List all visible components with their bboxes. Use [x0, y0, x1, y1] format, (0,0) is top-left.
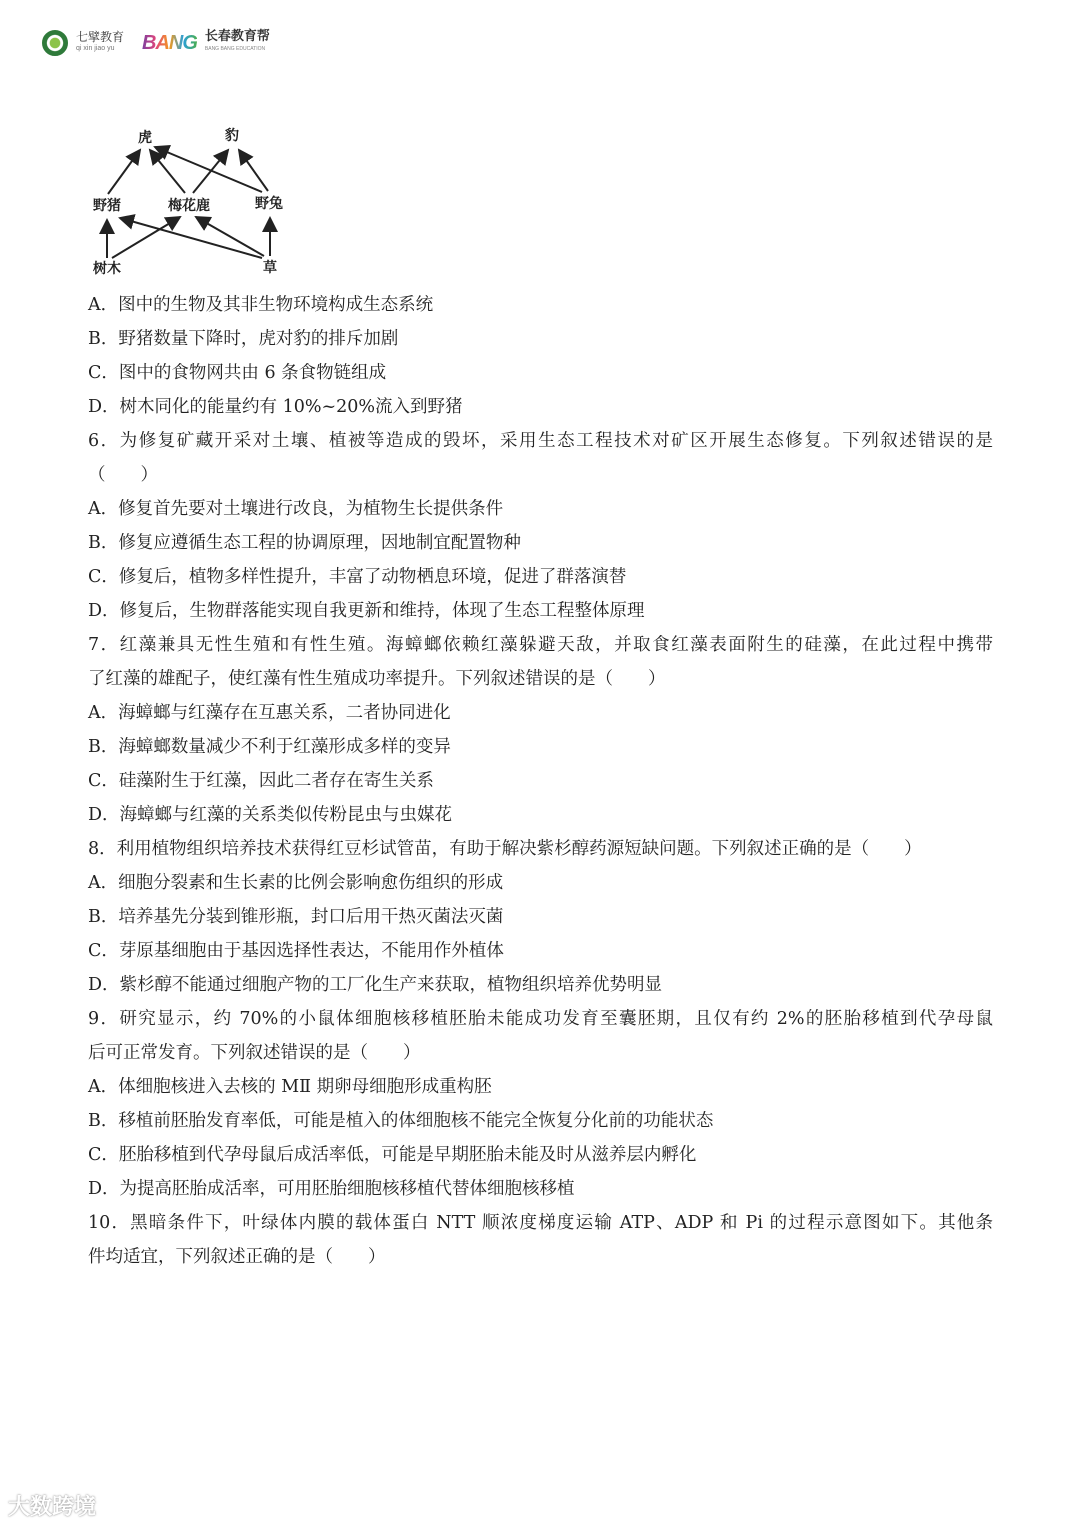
text-line: D．修复后，生物群落能实现自我更新和维持，体现了生态工程整体原理 [88, 601, 645, 621]
logo2-text: 长春教育帮 [204, 29, 270, 44]
node-grass: 草 [263, 260, 277, 276]
question-text [88, 288, 993, 1274]
text-line: D．为提高胚胎成活率，可用胚胎细胞核移植代替体细胞核移植 [88, 1179, 575, 1199]
text-line: （ ） [88, 465, 158, 485]
bang-logo-text [205, 30, 270, 56]
text-line: B．修复应遵循生态工程的协调原理，因地制宜配置物种 [88, 533, 521, 553]
text-line: D．海蟑螂与红藻的关系类似传粉昆虫与虫媒花 [88, 805, 453, 825]
text-line: C．修复后，植物多样性提升，丰富了动物栖息环境，促进了群落演替 [88, 567, 627, 587]
arrow-tree-deer [112, 217, 180, 258]
node-tiger: 虎 [138, 130, 152, 146]
text-line: 6．为修复矿藏开采对土壤、植被等造成的毁坏，采用生态工程技术对矿区开展生态修复。下列叙述错误的是 [88, 431, 993, 451]
node-hare: 野兔 [255, 196, 283, 212]
header-logos [42, 30, 270, 56]
text-line: 了红藻的雄配子，使红藻有性生殖成功率提升。下列叙述错误的是（ ） [88, 669, 666, 689]
qixin-logo-icon [42, 30, 68, 56]
logo1-sub: qi xin jiao yu [76, 45, 115, 52]
text-line: C．硅藻附生于红藻，因此二者存在寄生关系 [88, 771, 434, 791]
arrow-deer-leopard [193, 150, 228, 193]
arrow-grass-deer [196, 217, 264, 256]
node-tree: 树木 [93, 261, 121, 277]
text-line: 7．红藻兼具无性生殖和有性生殖。海蟑螂依赖红藻躲避天敌，并取食红藻表面附生的硅藻，在此过程中携带 [88, 635, 993, 655]
node-deer: 梅花鹿 [168, 198, 210, 214]
text-line: 9．研究显示，约 70%的小鼠体细胞核移植胚胎未能成功发育至囊胚期，且仅有约 2%的胚胎移植到代孕母鼠 [88, 1009, 993, 1029]
text-line: 10．黑暗条件下，叶绿体内膜的载体蛋白 NTT 顺浓度梯度运输 ATP、ADP 和 Pi 的过程示意图如下。其他条 [88, 1213, 993, 1233]
text-line: B．移植前胚胎发育率低，可能是植入的体细胞核不能完全恢复分化前的功能状态 [88, 1111, 714, 1131]
arrow-grass-boar [120, 218, 262, 258]
text-line: A．体细胞核进入去核的 MⅡ 期卵母细胞形成重构胚 [88, 1077, 492, 1097]
text-line: B．野猪数量下降时，虎对豹的排斥加剧 [88, 329, 399, 349]
text-line: B．海蟑螂数量减少不利于红藻形成多样的变异 [88, 737, 451, 757]
logo1-text: 七擘教育 [76, 30, 125, 44]
text-line: 件均适宜，下列叙述正确的是（ ） [88, 1247, 386, 1267]
node-boar: 野猪 [93, 198, 121, 214]
text-line: C．胚胎移植到代孕母鼠后成活率低，可能是早期胚胎未能及时从滋养层内孵化 [88, 1145, 697, 1165]
text-line: A．海蟑螂与红藻存在互惠关系，二者协同进化 [88, 703, 451, 723]
text-line: A．细胞分裂素和生长素的比例会影响愈伤组织的形成 [88, 873, 504, 893]
logo2-sub: BANG BANG EDUCATION [204, 46, 266, 52]
text-line: B．培养基先分装到锥形瓶，封口后用干热灭菌法灭菌 [88, 907, 504, 927]
food-web-diagram [80, 120, 300, 280]
node-leopard: 豹 [225, 128, 239, 144]
text-line: A．图中的生物及其非生物环境构成生态系统 [88, 295, 434, 315]
text-line: 后可正常发育。下列叙述错误的是（ ） [88, 1043, 421, 1063]
text-line: D．紫杉醇不能通过细胞产物的工厂化生产来获取，植物组织培养优势明显 [88, 975, 663, 995]
text-line: A．修复首先要对土壤进行改良，为植物生长提供条件 [88, 499, 504, 519]
bang-logo-mark: BANG [142, 31, 197, 54]
text-line: C．图中的食物网共由 6 条食物链组成 [88, 363, 387, 383]
text-line: D．树木同化的能量约有 10%~20%流入到野猪 [88, 397, 463, 417]
watermark: 大数跨境 [8, 1495, 97, 1520]
arrow-hare-tiger [155, 147, 262, 192]
qixin-logo-text [76, 31, 124, 55]
text-line: 8．利用植物组织培养技术获得红豆杉试管苗，有助于解决紫杉醇药源短缺问题。下列叙述正确的是（ ） [88, 839, 922, 859]
arrow-boar-tiger [108, 150, 140, 194]
text-line: C．芽原基细胞由于基因选择性表达，不能用作外植体 [88, 941, 504, 961]
